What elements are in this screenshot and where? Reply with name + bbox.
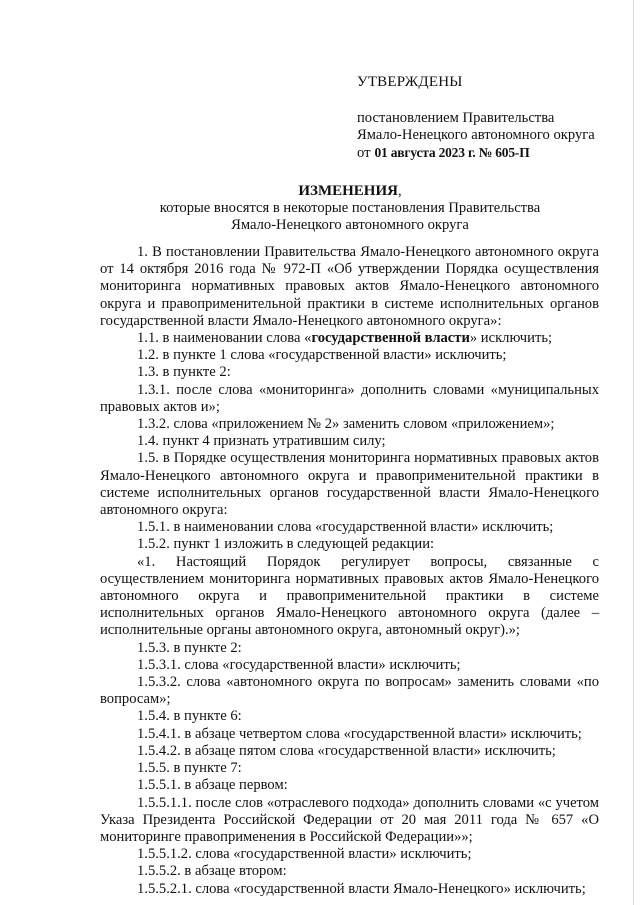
paragraph-1-3-2: 1.3.2. слова «приложением № 2» заменить словом «приложением»; bbox=[137, 416, 555, 433]
paragraph-1-5-5-2: 1.5.5.2. в абзаце втором: bbox=[137, 863, 287, 880]
paragraph-1-1 bbox=[100, 330, 599, 347]
paragraph-1-5: 1.5. в Порядке осуществления мониторинга нормативных правовых актов Ямало-Ненецкого автономного округа и правоприменительной практики в системе исполнительных органов государственной власти Ямало-Ненецкого автономного округа: bbox=[100, 450, 599, 519]
paragraph-1-1-end: » исключить; bbox=[469, 330, 553, 347]
paragraph-1-1-bold: государственной власти bbox=[311, 330, 470, 347]
paragraph-quote: «1. Настоящий Порядок регулирует вопросы, связанные с осуществлением мониторинга нормативных правовых актов Ямало-Ненецкого автономного округа и правоприменительной практики в системе исполнительных органов Ямало-Ненецкого автономного округа (далее – исполнительные органы автономного округа, автономный округ).»; bbox=[100, 553, 599, 639]
paragraph-1-5-4-1: 1.5.4.1. в абзаце четвертом слова «государственной власти» исключить; bbox=[137, 725, 582, 742]
approval-title: УТВЕРЖДЕНЫ bbox=[357, 74, 463, 90]
scan-edge-line bbox=[633, 0, 634, 905]
heading-title: ИЗМЕНЕНИЯ bbox=[298, 183, 398, 199]
paragraph-1-5-1: 1.5.1. в наименовании слова «государственной власти» исключить; bbox=[137, 519, 554, 536]
paragraph-1-3: 1.3. в пункте 2: bbox=[137, 364, 231, 381]
approval-line-2: Ямало-Ненецкого автономного округа bbox=[357, 127, 595, 143]
paragraph-1: 1. В постановлении Правительства Ямало-Ненецкого автономного округа от 14 октября 2016 года № 972-П «Об утверждении Порядка осуществления мониторинга нормативных правовых актов Ямало-Ненецкого автономного округа и правоприменительной практики в системе исполнительных органов государственной власти Ямало-Ненецкого автономного округа»: bbox=[100, 244, 599, 329]
paragraph-1-5-4-2: 1.5.4.2. в абзаце пятом слова «государственной власти» исключить; bbox=[137, 742, 556, 759]
paragraph-1-5-5-1-2: 1.5.5.1.2. слова «государственной власти» исключить; bbox=[137, 846, 472, 863]
approval-date-prefix: от bbox=[357, 145, 371, 161]
heading-subtitle-2: Ямало-Ненецкого автономного округа bbox=[231, 217, 469, 233]
paragraph-1-5-3-2: 1.5.3.2. слова «автономного округа по вопросам» заменить словами «по вопросам»; bbox=[100, 674, 599, 708]
paragraph-1-5-5-1-1: 1.5.5.1.1. после слов «отраслевого подхода» дополнить словами «с учетом Указа Президента Российской Федерации от 20 мая 2011 года № 657 «О мониторинге правоприменения в Российской Федерации»»; bbox=[100, 794, 599, 845]
approval-line-1: постановлением Правительства bbox=[357, 110, 555, 126]
paragraph-1-2: 1.2. в пункте 1 слова «государственной власти» исключить; bbox=[137, 347, 507, 364]
paragraph-1-5-5-1: 1.5.5.1. в абзаце первом: bbox=[137, 777, 288, 794]
approval-line-3 bbox=[357, 144, 627, 162]
document-heading bbox=[100, 183, 600, 234]
document-body bbox=[100, 244, 599, 898]
heading-subtitle-1: которые вносятся в некоторые постановления Правительства bbox=[159, 200, 541, 216]
heading-comma: , bbox=[397, 183, 402, 199]
paragraph-1-5-2: 1.5.2. пункт 1 изложить в следующей редакции: bbox=[137, 536, 435, 553]
approval-block bbox=[357, 74, 627, 162]
heading-title-line bbox=[100, 183, 600, 200]
paragraph-1-4: 1.4. пункт 4 признать утратившим силу; bbox=[137, 433, 386, 450]
paragraph-1-5-5-2-1: 1.5.5.2.1. слова «государственной власти Ямало-Ненецкого» исключить; bbox=[137, 880, 586, 897]
paragraph-1-5-5: 1.5.5. в пункте 7: bbox=[137, 760, 242, 777]
paragraph-1-5-3-1: 1.5.3.1. слова «государственной власти» исключить; bbox=[137, 656, 461, 673]
paragraph-1-1-start: 1.1. в наименовании слова « bbox=[137, 330, 312, 347]
paragraph-1-3-1: 1.3.1. после слова «мониторинга» дополнить словами «муниципальных правовых актов и»; bbox=[100, 381, 599, 415]
paragraph-1-5-3: 1.5.3. в пункте 2: bbox=[137, 639, 242, 656]
paragraph-1-5-4: 1.5.4. в пункте 6: bbox=[137, 708, 242, 725]
approval-date-number: 01 августа 2023 г. № 605-П bbox=[374, 145, 530, 160]
